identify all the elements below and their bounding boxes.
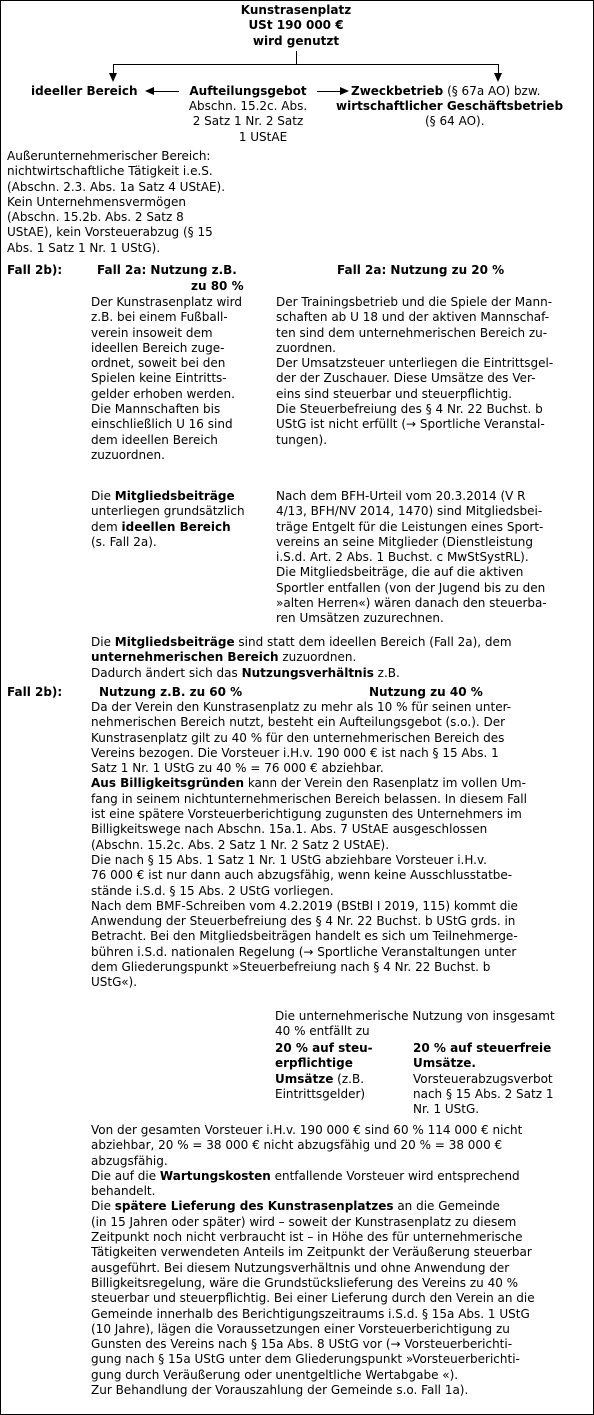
body-line: behandelt. (91, 1184, 156, 1199)
left-line: gelder erhoben werden. (91, 386, 235, 401)
right-mb-line: Nach dem BFH-Urteil vom 20.3.2014 (V R (276, 489, 526, 503)
body-line: Gemeinde innerhalb des Berichtigungszeitraums i.S.d. § 15a Abs. 1 UStG (91, 1306, 530, 1321)
wirt-ref: (§ 64 AO). (425, 114, 485, 128)
right-line: eins sind steuerbar und steuerpflichtig. (276, 386, 513, 401)
ausser-line: nichtwirtschaftliche Tätigkeit i.e.S. (7, 164, 213, 179)
left-line: Der Kunstrasenplatz wird (91, 295, 242, 309)
split-left-text: (z.B. (333, 1071, 365, 1086)
arrow-left-shaft (153, 91, 179, 92)
aufteilung-ref (179, 99, 317, 145)
right-mb-line: i.S.d. Art. 2 Abs. 1 Buchst. c MwStSystRL). (276, 550, 529, 565)
split-right-text: Vorsteuerabzugsverbot (413, 1071, 553, 1086)
body-line: abzugsfähig. (91, 1153, 168, 1168)
fall2b-label-2: Fall 2b): (7, 685, 63, 699)
body-line: ist eine spätere Vorsteuerberichtigung zugunsten des Unternehmers im (91, 807, 522, 822)
ausser-line: Kein Unternehmensvermögen (7, 194, 186, 209)
split-right (413, 1041, 591, 1117)
aufteilung-ref-3: 1 UStAE (238, 129, 288, 144)
summary-bold: Nutzungsverhältnis (241, 665, 374, 680)
left-line: ordnet, soweit bei den (91, 356, 226, 371)
body-line: gung nach § 15a UStG unter dem Gliederungspunkt »Vorsteuerberichti- (91, 1352, 520, 1367)
body-line: bühren i.S.d. nationalen Regelung (→ Sportliche Veranstaltungen unter (91, 944, 517, 959)
right-block (276, 295, 591, 448)
left-mitgliedsbeitraege (91, 489, 271, 550)
body-line: stände i.S.d. § 15 Abs. 2 UStG vorliegen. (91, 883, 334, 898)
summary-line2 (91, 650, 591, 665)
left-mb-line4: (s. Fall 2a). (91, 534, 157, 549)
billigkeit-bold: Aus Billigkeitsgründen (91, 776, 244, 791)
right-mb-line: »alten Herren«) wären danach den steuerba- (276, 596, 547, 611)
split-intro-line: 40 % entfällt zu (275, 1024, 370, 1039)
left-line: ideellen Bereich zuge- (91, 340, 225, 355)
split-left-bold: Umsätze (275, 1071, 334, 1086)
right-line: ten sind dem unternehmerischen Bereich zu- (276, 325, 548, 340)
left-line: zuzuordnen. (91, 447, 165, 462)
left-block (91, 295, 271, 463)
right-line: Der Trainingsbetrieb und die Spiele der Mann- (276, 295, 553, 309)
body-line: ausgeführt. Bei diesem Nutzungsverhältnis und ohne Anwendung der (91, 1260, 510, 1275)
branch-wirt: wirtschaftlicher Geschäftsbetrieb (336, 99, 564, 113)
right-mitgliedsbeitraege (276, 489, 591, 627)
arrow-right-shaft (317, 91, 341, 92)
arrow-down-left (109, 73, 117, 82)
ausser-line: (Abschn. 15.2b. Abs. 2 Satz 8 (7, 210, 184, 225)
left-line: verein insoweit dem (91, 325, 213, 340)
body-line: Zeitpunkt noch nicht verbraucht ist – in Höhe des für unternehmerische (91, 1230, 523, 1245)
body-line: Satz 1 Nr. 1 UStG zu 40 % = 76 000 € abziehbar. (91, 761, 384, 776)
body-line: Anwendung der Steuerbefreiung des § 4 Nr. 22 Buchst. b UStG grds. in (91, 914, 516, 929)
right-mb-line: träge Entgelt für die Leistungen eines Sport- (276, 519, 544, 534)
ausser-line: UStAE), kein Vorsteuerabzug (§ 15 (7, 225, 213, 240)
right-line: schaften ab U 18 und der aktiven Mannschaf- (276, 310, 550, 325)
ausser-block (7, 149, 225, 256)
body-line: Billigkeitsregelung, wäre die Grundstückslieferung des Vereins zu 40 % (91, 1275, 519, 1290)
wartung-text: entfallende Vorsteuer wird entsprechend (270, 1168, 520, 1183)
left-line: z.B. bei einem Fußball- (91, 310, 228, 325)
top-title (201, 3, 391, 49)
split-left-line3 (275, 1072, 405, 1087)
right-line: der der Zuschauer. Diese Umsätze des Ver- (276, 371, 536, 386)
body-line-billigkeit (91, 776, 591, 791)
main-body-2 (91, 1123, 591, 1398)
body-line: fang in seinem nichtunternehmerischen Bereich belassen. In diesem Fall (91, 791, 527, 806)
nutzung-60-head: Nutzung z.B. zu 60 % (99, 685, 243, 699)
body-line: Zur Behandlung der Vorauszahlung der Gemeinde s.o. Fall 1a). (91, 1383, 469, 1398)
right-mb-line: Die Mitgliedsbeiträge, die auf die aktiven (276, 565, 524, 580)
zweck-bold: Zweckbetrieb (351, 84, 444, 98)
left-mb-line2: unterliegen grundsätzlich (91, 504, 245, 519)
left-mb-line1 (91, 489, 271, 504)
summary-mitgliedsbeitraege (91, 635, 591, 681)
wartung-text: Die auf die (91, 1168, 160, 1183)
branch-ideell: ideeller Bereich (31, 84, 138, 98)
body-line: dem Gliederungspunkt »Steuerbefreiung nach § 4 Nr. 22 Buchst. b (91, 960, 491, 975)
summary-bold: unternehmerischen Bereich (91, 650, 279, 665)
summary-text: z.B. (373, 665, 400, 680)
right-line: Der Umsatzsteuer unterliegen die Eintrittsgel- (276, 356, 554, 371)
top-title-line2: USt 190 000 € (248, 18, 344, 33)
body-line: (in 15 Jahren oder später) wird – soweit der Kunstrasenplatz zu diesem (91, 1214, 517, 1229)
body-line: UStG«). (91, 975, 138, 990)
left-mb-text: Die (91, 489, 115, 503)
arrow-right (340, 87, 349, 95)
body-line: Nach dem BMF-Schreiben vom 4.2.2019 (BStBl I 2019, 115) kommt die (91, 898, 518, 913)
branch-aufteilung (181, 84, 315, 99)
right-line: zuordnen. (276, 340, 336, 355)
billigkeit-rest: kann der Verein den Rasenplatz im vollen Um- (244, 776, 526, 791)
summary-text: sind statt dem ideellen Bereich (Fall 2a), dem (234, 635, 512, 649)
right-mb-line: vereins an seine Mitglieder (Dienstleistung (276, 534, 533, 549)
left-mb-bold: Mitgliedsbeiträge (114, 489, 235, 503)
aufteilung-ref-2: 2 Satz 1 Nr. 2 Satz (192, 114, 304, 129)
fall2a-head-left-1: Fall 2a: Nutzung z.B. (97, 263, 237, 277)
ausser-line: Abs. 1 Satz 1 Nr. 1 UStG). (7, 240, 161, 255)
nutzung-40-head: Nutzung zu 40 % (369, 685, 483, 699)
right-mb-line: 4/13, BFH/NV 2014, 1470) sind Mitgliedsbei- (276, 504, 543, 519)
split-intro-line: Die unternehmerische Nutzung von insgesamt (275, 1009, 555, 1023)
ausser-line: (Abschn. 2.3. Abs. 1a Satz 4 UStAE). (7, 179, 226, 194)
body-line: Kunstrasenplatz gilt zu 40 % für den unternehmerischen Bereich des (91, 730, 505, 745)
body-line: Da der Verein den Kunstrasenplatz zu mehr als 10 % für seinen unter- (91, 700, 512, 714)
right-mb-line: Sportler entfallen (von der Jugend bis zu den (276, 580, 546, 595)
body-line: Gunsten des Vereins nach § 15a Abs. 8 UStG vor (→ Vorsteuerberichti- (91, 1337, 513, 1352)
split-intro (275, 1009, 591, 1040)
body-line: nehmerischen Bereich nutzt, besteht ein Aufteilungsgebot (s.o.). Der (91, 715, 506, 730)
fall2a-head-left-2: zu 80 % (191, 279, 244, 293)
split-right-text: Nr. 1 UStG. (413, 1102, 480, 1117)
zweck-rest: (§ 67a AO) bzw. (443, 84, 541, 98)
split-left-bold: erpflichtige (275, 1056, 353, 1071)
right-line: Die Steuerbefreiung des § 4 Nr. 22 Buchst. b (276, 402, 543, 417)
ausser-line: Außerunternehmerischer Bereich: (7, 149, 211, 163)
aufteilung-title: Aufteilungsgebot (189, 84, 307, 98)
split-right-bold: 20 % auf steuerfreie (413, 1041, 552, 1055)
fall2a-head-right: Fall 2a: Nutzung zu 20 % (337, 263, 505, 277)
body-line: Von der gesamten Vorsteuer i.H.v. 190 000 € sind 60 % 114 000 € nicht (91, 1123, 523, 1137)
left-mb-text: dem (91, 519, 122, 534)
body-line: abziehbar, 20 % = 38 000 € nicht abzugsfähig und 20 % = 38 000 € (91, 1138, 503, 1153)
top-title-line1: Kunstrasenplatz (240, 3, 352, 17)
lieferung-text: an die Gemeinde (393, 1199, 500, 1214)
wartung-bold: Wartungskosten (159, 1168, 271, 1183)
connector-horizontal (113, 64, 499, 65)
body-line-lieferung (91, 1199, 591, 1214)
body-line: steuerbar und steuerpflichtig. Bei einer Lieferung durch den Verein an die (91, 1291, 535, 1306)
split-left (275, 1041, 405, 1102)
main-body-1 (91, 700, 591, 991)
fall2b-label-1: Fall 2b): (7, 263, 63, 277)
body-line: gung durch Veräußerung oder unentgeltliche Wertabgabe «). (91, 1367, 459, 1382)
left-mb-bold: ideellen Bereich (121, 519, 231, 534)
body-line: (Abschn. 15.2c. Abs. 2 Satz 1 Nr. 2 Satz 2 UStAE). (91, 837, 390, 852)
right-mb-line: ren Umsätzen zuzurechnen. (276, 611, 444, 626)
aufteilung-ref-1: Abschn. 15.2c. Abs. (188, 99, 308, 113)
split-right-text: nach § 15 Abs. 2 Satz 1 (413, 1086, 554, 1101)
left-line: Spielen keine Eintritts- (91, 371, 227, 386)
body-line: Tätigkeiten verwendeten Anteils im Zeitpunkt der Veräußerung steuerbar (91, 1245, 532, 1260)
split-left-text: Eintrittsgelder) (275, 1086, 366, 1101)
summary-line1 (91, 635, 591, 650)
summary-line3 (91, 666, 591, 681)
arrow-down-right (494, 73, 502, 82)
body-line: (10 Jahre), lägen die Voraussetzungen einer Vorsteuerberichtigung zu (91, 1321, 510, 1336)
split-right-bold: Umsätze. (413, 1056, 476, 1071)
body-line: Vereins bezogen. Die Vorsteuer i.H.v. 190 000 € ist nach § 15 Abs. 1 (91, 745, 499, 760)
connector-vertical-top (296, 51, 297, 65)
left-line: einschließlich U 16 sind (91, 417, 233, 432)
right-line: tungen). (276, 432, 328, 447)
summary-text: zuzuordnen. (278, 650, 357, 665)
body-line: Billigkeitswege nach Abschn. 15a.1. Abs. 7 UStAE ausgeschlossen (91, 822, 488, 837)
branch-zweck (351, 84, 540, 99)
top-title-line3: wird genutzt (252, 33, 340, 48)
body-line: 76 000 € ist nur dann auch abzugsfähig, wenn keine Ausschlusstatbe- (91, 868, 513, 883)
left-line: Die Mannschaften bis (91, 402, 221, 417)
lieferung-text: Die (91, 1199, 115, 1214)
right-line: UStG ist nicht erfüllt (→ Sportliche Veranstal- (276, 417, 545, 432)
body-line: Betracht. Bei den Mitgliedsbeiträgen handelt es sich um Teilnehmerge- (91, 929, 518, 944)
summary-text: Dadurch ändert sich das (91, 665, 242, 680)
left-mb-line3 (91, 520, 271, 535)
left-line: dem ideellen Bereich (91, 432, 218, 447)
summary-bold: Mitgliedsbeiträge (114, 635, 235, 649)
lieferung-bold: spätere Lieferung des Kunstrasenplatzes (114, 1199, 394, 1214)
body-line-wartung (91, 1169, 591, 1184)
summary-text: Die (91, 635, 115, 649)
body-line: Die nach § 15 Abs. 1 Satz 1 Nr. 1 UStG abziehbare Vorsteuer i.H.v. (91, 852, 487, 867)
split-left-bold: 20 % auf steu- (275, 1041, 373, 1055)
